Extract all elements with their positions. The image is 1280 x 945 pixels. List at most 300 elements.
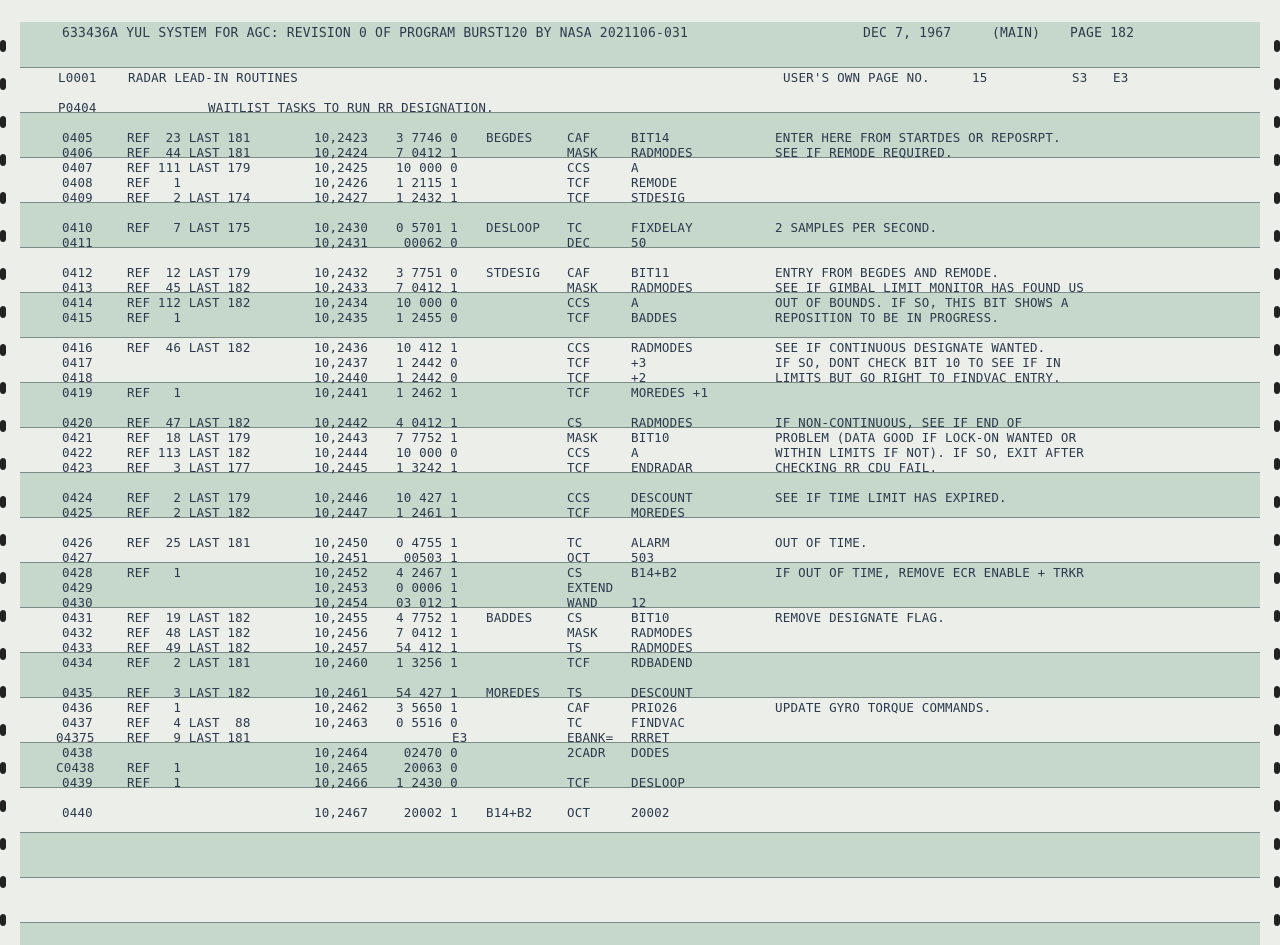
- address: 10,2435: [314, 310, 369, 325]
- octal-word: 1 2442 0: [396, 370, 458, 385]
- operand: RADMODES: [631, 280, 693, 295]
- address: 10,2445: [314, 460, 369, 475]
- ref-info: REF 18 LAST 179: [127, 430, 251, 445]
- feed-hole: [1274, 914, 1280, 926]
- octal-word: 0 5516 0: [396, 715, 458, 730]
- feed-hole: [1274, 838, 1280, 850]
- opcode: WAND: [567, 595, 598, 610]
- greenbar-band: [20, 922, 1260, 945]
- octal-word: 10 427 1: [396, 490, 458, 505]
- opcode: EXTEND: [567, 580, 614, 595]
- ref-info: REF 44 LAST 181: [127, 145, 251, 160]
- comment: CHECKING RR CDU FAIL.: [775, 460, 938, 475]
- octal-word: 20063 0: [396, 760, 458, 775]
- line-number: 0436: [62, 700, 93, 715]
- octal-word: 54 412 1: [396, 640, 458, 655]
- comment: IF SO, DONT CHECK BIT 10 TO SEE IF IN: [775, 355, 1061, 370]
- operand: FIXDELAY: [631, 220, 693, 235]
- operand: DESCOUNT: [631, 685, 693, 700]
- address: 10,2455: [314, 610, 369, 625]
- opcode: TCF: [567, 370, 591, 385]
- operand: BIT14: [631, 130, 670, 145]
- opcode: OCT: [567, 550, 591, 565]
- opcode: CCS: [567, 490, 591, 505]
- opcode: TCF: [567, 775, 591, 790]
- listing-row: [0, 415, 1280, 430]
- page-header: [0, 26, 1280, 41]
- users-page-label: USER'S OWN PAGE NO.: [783, 70, 930, 85]
- address: 10,2437: [314, 355, 369, 370]
- ref-info: REF 111 LAST 179: [127, 160, 251, 175]
- code-label: BADDES: [486, 610, 533, 625]
- opcode: TCF: [567, 505, 591, 520]
- ref-info: REF 45 LAST 182: [127, 280, 251, 295]
- address: 10,2434: [314, 295, 369, 310]
- line-number: 0416: [62, 340, 93, 355]
- ref-info: REF 47 LAST 182: [127, 415, 251, 430]
- operand: RDBADEND: [631, 655, 693, 670]
- opcode: CS: [567, 565, 583, 580]
- listing-row: [0, 625, 1280, 640]
- ref-info: REF 25 LAST 181: [127, 535, 251, 550]
- rule-line: [20, 67, 1260, 68]
- operand: BIT10: [631, 610, 670, 625]
- listing-row: [0, 730, 1280, 745]
- line-number: 0421: [62, 430, 93, 445]
- line-number: 0408: [62, 175, 93, 190]
- listing-row: [0, 190, 1280, 205]
- feed-hole: [1274, 876, 1280, 888]
- line-number: 0430: [62, 595, 93, 610]
- opcode: TCF: [567, 190, 591, 205]
- opcode: CCS: [567, 295, 591, 310]
- code-label: BEGDES: [486, 130, 533, 145]
- octal-word: 1 2115 1: [396, 175, 458, 190]
- opcode: CCS: [567, 340, 591, 355]
- octal-word: 00062 0: [396, 235, 458, 250]
- ref-info: REF 2 LAST 174: [127, 190, 251, 205]
- operand: 503: [631, 550, 655, 565]
- operand: A: [631, 160, 639, 175]
- listing-row: [0, 535, 1280, 550]
- opcode: CAF: [567, 265, 591, 280]
- ref-info: REF 113 LAST 182: [127, 445, 251, 460]
- octal-word: 7 0412 1: [396, 625, 458, 640]
- operand: 50: [631, 235, 647, 250]
- listing-row: [0, 370, 1280, 385]
- octal-word: 1 2462 1: [396, 385, 458, 400]
- feed-hole: [1274, 40, 1280, 52]
- octal-word: 1 3242 1: [396, 460, 458, 475]
- comment: SEE IF GIMBAL LIMIT MONITOR HAS FOUND US: [775, 280, 1085, 295]
- opcode: TC: [567, 535, 583, 550]
- octal-word: 4 0412 1: [396, 415, 458, 430]
- ref-info: REF 112 LAST 182: [127, 295, 251, 310]
- octal-word: 1 2461 1: [396, 505, 458, 520]
- address: 10,2446: [314, 490, 369, 505]
- line-number: 0425: [62, 505, 93, 520]
- log-title: RADAR LEAD-IN ROUTINES: [128, 70, 298, 85]
- line-number: 0412: [62, 265, 93, 280]
- line-number: 0432: [62, 625, 93, 640]
- comment: OUT OF TIME.: [775, 535, 868, 550]
- octal-word: 7 7752 1: [396, 430, 458, 445]
- listing-row: [0, 685, 1280, 700]
- operand: +2: [631, 370, 647, 385]
- ref-info: REF 1: [127, 760, 182, 775]
- section-title-line: [0, 100, 1280, 115]
- ref-info: REF 2 LAST 179: [127, 490, 251, 505]
- octal-word: 3 5650 1: [396, 700, 458, 715]
- comment: LIMITS BUT GO RIGHT TO FINDVAC ENTRY.: [775, 370, 1061, 385]
- octal-word: 0 4755 1: [396, 535, 458, 550]
- octal-word: 10 412 1: [396, 340, 458, 355]
- opcode: OCT: [567, 805, 591, 820]
- opcode: CCS: [567, 445, 591, 460]
- comment: IF NON-CONTINUOUS, SEE IF END OF: [775, 415, 1023, 430]
- octal-word: 7 0412 1: [396, 145, 458, 160]
- comment: PROBLEM (DATA GOOD IF LOCK-ON WANTED OR: [775, 430, 1077, 445]
- line-number: 0433: [62, 640, 93, 655]
- listing-row: [0, 145, 1280, 160]
- line-number: 0429: [62, 580, 93, 595]
- listing-row: [0, 265, 1280, 280]
- header-date: DEC 7, 1967: [863, 26, 952, 41]
- opcode: TC: [567, 715, 583, 730]
- operand: RADMODES: [631, 145, 693, 160]
- address: 10,2453: [314, 580, 369, 595]
- listing-row: [0, 385, 1280, 400]
- rule-line: [20, 337, 1260, 338]
- users-page-number: 15: [972, 70, 988, 85]
- listing-row: [0, 595, 1280, 610]
- line-number: 0424: [62, 490, 93, 505]
- address: 10,2447: [314, 505, 369, 520]
- listing-row: [0, 640, 1280, 655]
- line-number: 0422: [62, 445, 93, 460]
- rule-line: [20, 922, 1260, 923]
- listing-row: [0, 340, 1280, 355]
- comment: UPDATE GYRO TORQUE COMMANDS.: [775, 700, 992, 715]
- ref-info: REF 2 LAST 182: [127, 505, 251, 520]
- opcode: TCF: [567, 310, 591, 325]
- ref-info: REF 23 LAST 181: [127, 130, 251, 145]
- address: 10,2432: [314, 265, 369, 280]
- octal-word: 54 427 1: [396, 685, 458, 700]
- octal-word: 3 7751 0: [396, 265, 458, 280]
- opcode: TC: [567, 220, 583, 235]
- listing-row: [0, 355, 1280, 370]
- operand: B14+B2: [631, 565, 678, 580]
- listing-row: [0, 430, 1280, 445]
- octal-word: E3: [452, 730, 468, 745]
- listing-row: [0, 700, 1280, 715]
- octal-word: 10 000 0: [396, 295, 458, 310]
- listing-row: [0, 280, 1280, 295]
- header-program-title: 633436A YUL SYSTEM FOR AGC: REVISION 0 OF PROGRAM BURST120 BY NASA 2021106-031: [62, 26, 689, 41]
- listing-row: [0, 760, 1280, 775]
- octal-word: 3 7746 0: [396, 130, 458, 145]
- line-number: 0415: [62, 310, 93, 325]
- address: 10,2467: [314, 805, 369, 820]
- operand: DESLOOP: [631, 775, 686, 790]
- opcode: MASK: [567, 625, 598, 640]
- address: 10,2436: [314, 340, 369, 355]
- line-number: 0405: [62, 130, 93, 145]
- line-number: 0417: [62, 355, 93, 370]
- line-number: 0409: [62, 190, 93, 205]
- octal-word: 0 5701 1: [396, 220, 458, 235]
- listing-row: [0, 175, 1280, 190]
- line-number: 0427: [62, 550, 93, 565]
- address: 10,2440: [314, 370, 369, 385]
- comment: IF OUT OF TIME, REMOVE ECR ENABLE + TRKR: [775, 565, 1085, 580]
- octal-word: 10 000 0: [396, 445, 458, 460]
- operand: ENDRADAR: [631, 460, 693, 475]
- address: 10,2465: [314, 760, 369, 775]
- listing-row: [0, 655, 1280, 670]
- operand: REMODE: [631, 175, 678, 190]
- opcode: EBANK=: [567, 730, 614, 745]
- code-label: MOREDES: [486, 685, 541, 700]
- operand: RADMODES: [631, 415, 693, 430]
- operand: STDESIG: [631, 190, 686, 205]
- opcode: MASK: [567, 430, 598, 445]
- log-subheader: [0, 70, 1280, 85]
- listing-row: [0, 580, 1280, 595]
- line-number: 0411: [62, 235, 93, 250]
- ref-info: REF 1: [127, 310, 182, 325]
- comment: 2 SAMPLES PER SECOND.: [775, 220, 938, 235]
- operand: DODES: [631, 745, 670, 760]
- address: 10,2462: [314, 700, 369, 715]
- ref-info: REF 1: [127, 775, 182, 790]
- line-number: 0426: [62, 535, 93, 550]
- operand: +3: [631, 355, 647, 370]
- ref-info: REF 19 LAST 182: [127, 610, 251, 625]
- address: 10,2427: [314, 190, 369, 205]
- operand: MOREDES: [631, 505, 686, 520]
- opcode: TCF: [567, 355, 591, 370]
- line-number: 0420: [62, 415, 93, 430]
- line-number: 0410: [62, 220, 93, 235]
- opcode: TCF: [567, 460, 591, 475]
- address: 10,2451: [314, 550, 369, 565]
- comment: REPOSITION TO BE IN PROGRESS.: [775, 310, 1000, 325]
- opcode: TS: [567, 685, 583, 700]
- listing-row: [0, 715, 1280, 730]
- listing-row: [0, 490, 1280, 505]
- address: 10,2423: [314, 130, 369, 145]
- listing-row: [0, 565, 1280, 580]
- address: 10,2466: [314, 775, 369, 790]
- greenbar-band: [20, 832, 1260, 877]
- opcode: CS: [567, 610, 583, 625]
- comment: REMOVE DESIGNATE FLAG.: [775, 610, 945, 625]
- address: 10,2454: [314, 595, 369, 610]
- address: 10,2464: [314, 745, 369, 760]
- comment: SEE IF CONTINUOUS DESIGNATE WANTED.: [775, 340, 1046, 355]
- address: 10,2433: [314, 280, 369, 295]
- line-number: 0407: [62, 160, 93, 175]
- header-section: (MAIN): [992, 26, 1041, 41]
- operand: PRIO26: [631, 700, 678, 715]
- opcode: DEC: [567, 235, 591, 250]
- line-number: 0428: [62, 565, 93, 580]
- ref-info: REF 48 LAST 182: [127, 625, 251, 640]
- listing-row: [0, 235, 1280, 250]
- section-title: WAITLIST TASKS TO RUN RR DESIGNATION.: [208, 100, 494, 115]
- address: 10,2457: [314, 640, 369, 655]
- listing-row: [0, 610, 1280, 625]
- ref-info: REF 1: [127, 385, 182, 400]
- code-label: STDESIG: [486, 265, 541, 280]
- octal-word: 20002 1: [396, 805, 458, 820]
- listing-row: [0, 160, 1280, 175]
- line-number: 0435: [62, 685, 93, 700]
- address: 10,2430: [314, 220, 369, 235]
- operand: RADMODES: [631, 340, 693, 355]
- octal-word: 03 012 1: [396, 595, 458, 610]
- operand: BIT11: [631, 265, 670, 280]
- address: 10,2452: [314, 565, 369, 580]
- line-number: 0413: [62, 280, 93, 295]
- ref-info: REF 7 LAST 175: [127, 220, 251, 235]
- octal-word: 1 2432 1: [396, 190, 458, 205]
- operand: 20002: [631, 805, 670, 820]
- address: 10,2461: [314, 685, 369, 700]
- address: 10,2442: [314, 415, 369, 430]
- feed-hole: [0, 838, 6, 850]
- operand: MOREDES +1: [631, 385, 709, 400]
- code-label: DESLOOP: [486, 220, 541, 235]
- address: 10,2463: [314, 715, 369, 730]
- ref-info: REF 12 LAST 179: [127, 265, 251, 280]
- line-number: 0437: [62, 715, 93, 730]
- ref-info: REF 1: [127, 175, 182, 190]
- octal-word: 1 2430 0: [396, 775, 458, 790]
- rule-line: [20, 832, 1260, 833]
- opcode: TCF: [567, 175, 591, 190]
- comment: ENTER HERE FROM STARTDES OR REPOSRPT.: [775, 130, 1061, 145]
- listing-row: [0, 445, 1280, 460]
- address: 10,2460: [314, 655, 369, 670]
- address: 10,2441: [314, 385, 369, 400]
- opcode: TS: [567, 640, 583, 655]
- operand: BADDES: [631, 310, 678, 325]
- operand: 12: [631, 595, 647, 610]
- address: 10,2424: [314, 145, 369, 160]
- octal-word: 1 2442 0: [396, 355, 458, 370]
- listing-row: [0, 220, 1280, 235]
- operand: A: [631, 445, 639, 460]
- opcode: TCF: [567, 385, 591, 400]
- comment: WITHIN LIMITS IF NOT). IF SO, EXIT AFTER: [775, 445, 1085, 460]
- opcode: CS: [567, 415, 583, 430]
- ref-info: REF 3 LAST 182: [127, 685, 251, 700]
- listing-row: [0, 805, 1280, 820]
- opcode: MASK: [567, 280, 598, 295]
- address: 10,2443: [314, 430, 369, 445]
- listing-row: [0, 505, 1280, 520]
- comment: ENTRY FROM BEGDES AND REMODE.: [775, 265, 1000, 280]
- line-number: 0414: [62, 295, 93, 310]
- line-number: C0438: [56, 760, 95, 775]
- log-id: L0001: [58, 70, 97, 85]
- ref-info: REF 2 LAST 181: [127, 655, 251, 670]
- operand: RRRET: [631, 730, 670, 745]
- listing-row: [0, 310, 1280, 325]
- octal-word: 4 7752 1: [396, 610, 458, 625]
- comment: OUT OF BOUNDS. IF SO, THIS BIT SHOWS A: [775, 295, 1069, 310]
- comment: SEE IF REMODE REQUIRED.: [775, 145, 953, 160]
- opcode: 2CADR: [567, 745, 606, 760]
- code-label: B14+B2: [486, 805, 533, 820]
- ref-info: REF 4 LAST 88: [127, 715, 251, 730]
- feed-hole: [0, 914, 6, 926]
- octal-word: 1 2455 0: [396, 310, 458, 325]
- line-number: 0406: [62, 145, 93, 160]
- octal-word: 0 0006 1: [396, 580, 458, 595]
- line-number: 0418: [62, 370, 93, 385]
- comment: SEE IF TIME LIMIT HAS EXPIRED.: [775, 490, 1007, 505]
- tag-s3: S3: [1072, 70, 1088, 85]
- operand: BIT10: [631, 430, 670, 445]
- feed-hole: [0, 876, 6, 888]
- octal-word: 10 000 0: [396, 160, 458, 175]
- feed-hole: [1274, 116, 1280, 128]
- listing-row: [0, 130, 1280, 145]
- ref-info: REF 1: [127, 565, 182, 580]
- tag-e3: E3: [1113, 70, 1129, 85]
- line-number: 0440: [62, 805, 93, 820]
- octal-word: 4 2467 1: [396, 565, 458, 580]
- line-number: 0434: [62, 655, 93, 670]
- ref-info: REF 3 LAST 177: [127, 460, 251, 475]
- operand: ALARM: [631, 535, 670, 550]
- operand: RADMODES: [631, 625, 693, 640]
- section-id: P0404: [58, 100, 97, 115]
- address: 10,2426: [314, 175, 369, 190]
- listing-row: [0, 460, 1280, 475]
- listing-row: [0, 745, 1280, 760]
- listing-row: [0, 550, 1280, 565]
- octal-word: 00503 1: [396, 550, 458, 565]
- opcode: MASK: [567, 145, 598, 160]
- operand: RADMODES: [631, 640, 693, 655]
- opcode: CAF: [567, 130, 591, 145]
- line-number: 04375: [56, 730, 95, 745]
- octal-word: 02470 0: [396, 745, 458, 760]
- listing-row: [0, 295, 1280, 310]
- operand: DESCOUNT: [631, 490, 693, 505]
- line-number: 0423: [62, 460, 93, 475]
- line-number: 0438: [62, 745, 93, 760]
- ref-info: REF 1: [127, 700, 182, 715]
- address: 10,2431: [314, 235, 369, 250]
- operand: FINDVAC: [631, 715, 686, 730]
- ref-info: REF 9 LAST 181: [127, 730, 251, 745]
- ref-info: REF 46 LAST 182: [127, 340, 251, 355]
- opcode: CCS: [567, 160, 591, 175]
- ref-info: REF 49 LAST 182: [127, 640, 251, 655]
- octal-word: 1 3256 1: [396, 655, 458, 670]
- address: 10,2456: [314, 625, 369, 640]
- line-number: 0439: [62, 775, 93, 790]
- octal-word: 7 0412 1: [396, 280, 458, 295]
- listing-row: [0, 775, 1280, 790]
- opcode: CAF: [567, 700, 591, 715]
